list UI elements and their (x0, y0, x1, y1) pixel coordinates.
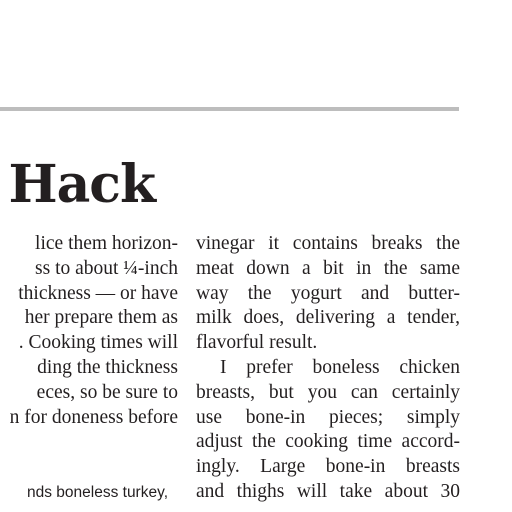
right-column-line: milk does, delivering a tender, (196, 307, 460, 329)
right-column-line: use bone-in pieces; simply (196, 406, 460, 428)
left-column-line: n for doneness before (9, 406, 178, 428)
section-divider-rule (0, 107, 459, 111)
article-column-left (0, 232, 178, 430)
right-column-line: breasts, but you can certainly (196, 381, 460, 403)
left-column-line: eces, so be sure to (36, 381, 178, 403)
right-column-line: ingly. Large bone-in breasts (196, 456, 460, 478)
left-column-line: thickness — or have (18, 282, 178, 304)
left-column-line: ss to about ¼-inch (35, 257, 178, 279)
article-column-right (196, 232, 460, 505)
left-column-line: lice them horizon- (35, 233, 178, 254)
right-column-line: adjust the cooking time accord- (196, 431, 460, 453)
right-column-line: I prefer boneless chicken (220, 356, 460, 378)
left-column-line: her prepare them as (24, 307, 178, 329)
article-headline: Hack (8, 154, 155, 215)
right-column-line: meat down a bit in the same (196, 257, 460, 279)
left-column-line: ding the thickness (37, 356, 178, 378)
right-column-line: flavorful result. (196, 332, 318, 354)
right-column-line: vinegar it contains breaks the (196, 233, 460, 254)
right-column-line: and thighs will take about 30 (196, 480, 460, 502)
photo-caption: nds boneless turkey, (26, 484, 168, 501)
left-column-line: . Cooking times will (18, 332, 178, 354)
right-column-line: way the yogurt and butter- (196, 282, 460, 304)
